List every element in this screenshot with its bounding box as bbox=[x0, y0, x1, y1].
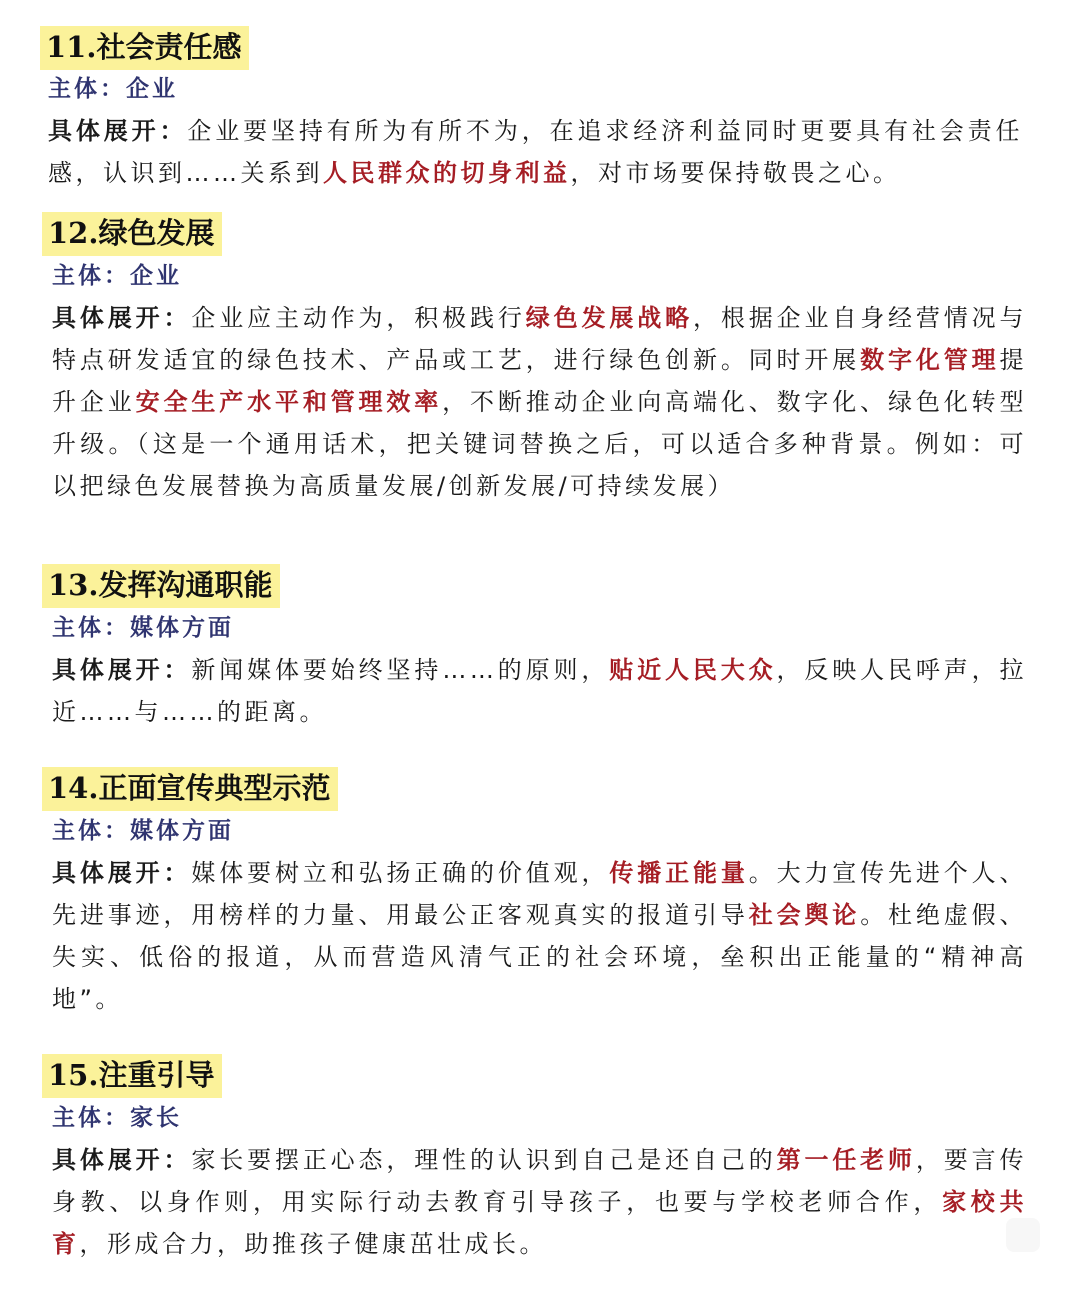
body-run: ，根据企业自身经营情况与特点研发适宜的绿色技术、产品或工艺，进行绿色创新。同时开展 bbox=[52, 304, 1028, 374]
subject-value: 企业 bbox=[130, 263, 182, 289]
body-label: 具体展开： bbox=[52, 656, 192, 684]
highlight-run: 安全生产水平和管理效率 bbox=[135, 388, 443, 416]
subject-label: 主体： bbox=[48, 76, 126, 102]
subject-value: 家长 bbox=[130, 1105, 182, 1131]
subject-label: 主体： bbox=[52, 263, 130, 289]
body-label: 具体展开： bbox=[52, 304, 192, 332]
highlight-run: 人民群众的切身利益 bbox=[323, 159, 571, 187]
body-text bbox=[52, 852, 1027, 1020]
subject-label: 主体： bbox=[52, 1105, 130, 1131]
highlight-run: 贴近人民大众 bbox=[609, 656, 777, 684]
body-run: 企业应主动作为，积极践行 bbox=[191, 304, 526, 332]
highlight-run: 第一任老师 bbox=[776, 1146, 916, 1174]
body-run: ，不断推动企业向高端化、数字化、绿色化转型升级。（这是一个通用话术，把关键词替换之后，可以适合多种背景。例如：可以把绿色发展替换为高质量发展/创新发展/可持续发展） bbox=[52, 388, 1028, 500]
subject-value: 媒体方面 bbox=[130, 818, 234, 844]
body-run: ，反映人民呼声，拉近……与……的距离。 bbox=[52, 656, 1028, 726]
subject-label: 主体： bbox=[52, 818, 130, 844]
highlight-run: 数字化管理 bbox=[860, 346, 1000, 374]
body-run: ，要言传身教、以身作则，用实际行动去教育引导孩子，也要与学校老师合作， bbox=[52, 1146, 1028, 1216]
body-text bbox=[52, 297, 1027, 507]
watermark-icon bbox=[1006, 1218, 1040, 1252]
subject-line bbox=[52, 1101, 182, 1135]
highlight-run: 绿色发展战略 bbox=[525, 304, 693, 332]
section-title: 13.发挥沟通职能 bbox=[42, 564, 280, 608]
body-label: 具体展开： bbox=[48, 117, 188, 145]
body-text bbox=[52, 649, 1027, 733]
body-run: 提升企业 bbox=[52, 346, 1028, 416]
section-title: 12.绿色发展 bbox=[42, 212, 222, 256]
subject-line bbox=[52, 611, 234, 645]
body-run: ，形成合力，助推孩子健康茁壮成长。 bbox=[79, 1230, 547, 1258]
highlight-run: 社会舆论 bbox=[748, 901, 861, 929]
body-label: 具体展开： bbox=[52, 859, 192, 887]
subject-value: 媒体方面 bbox=[130, 615, 234, 641]
subject-value: 企业 bbox=[126, 76, 178, 102]
body-run: 媒体要树立和弘扬正确的价值观， bbox=[191, 859, 610, 887]
body-run: 。杜绝虚假、失实、低俗的报道，从而营造风清气正的社会环境，垒积出正能量的“精神高地”。 bbox=[52, 901, 1028, 1013]
section-title: 11.社会责任感 bbox=[40, 26, 249, 70]
section-title: 15.注重引导 bbox=[42, 1054, 222, 1098]
highlight-run: 家校共育 bbox=[52, 1188, 1028, 1258]
body-text bbox=[52, 1139, 1027, 1265]
body-run: 企业要坚持有所为有所不为，在追求经济利益同时更要具有社会责任感，认识到……关系到 bbox=[48, 117, 1024, 187]
subject-line bbox=[48, 72, 178, 106]
body-label: 具体展开： bbox=[52, 1146, 192, 1174]
section-title: 14.正面宣传典型示范 bbox=[42, 767, 338, 811]
subject-line bbox=[52, 814, 234, 848]
subject-line bbox=[52, 259, 182, 293]
body-run: 家长要摆正心态，理性的认识到自己是还自己的 bbox=[191, 1146, 777, 1174]
subject-label: 主体： bbox=[52, 615, 130, 641]
body-run: 。大力宣传先进个人、先进事迹，用榜样的力量、用最公正客观真实的报道引导 bbox=[52, 859, 1028, 929]
body-run: 新闻媒体要始终坚持……的原则， bbox=[191, 656, 610, 684]
highlight-run: 传播正能量 bbox=[609, 859, 749, 887]
body-text bbox=[48, 110, 1023, 194]
body-run: ，对市场要保持敬畏之心。 bbox=[570, 159, 901, 187]
